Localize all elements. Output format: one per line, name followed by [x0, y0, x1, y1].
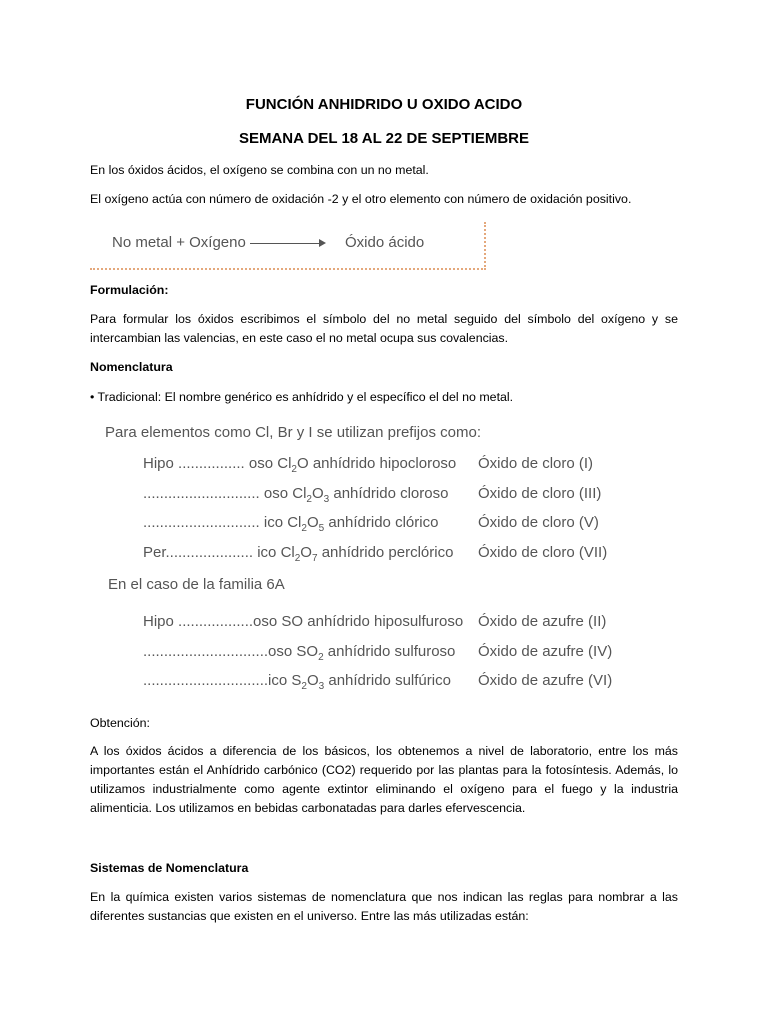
- anhydride-name: anhídrido hiposulfuroso: [303, 613, 464, 630]
- sistemas-heading: Sistemas de Nomenclatura: [90, 861, 249, 875]
- halogen-oxide-name: Óxido de cloro (III): [478, 484, 602, 502]
- formula-element: Cl: [280, 543, 295, 561]
- sistemas-paragraph: En la química existen varios sistemas de nomenclatura que nos indican las reglas para nombrar a las diferentes sustancias que existen en el universo. Entre las más utilizadas están:: [90, 890, 678, 923]
- row-dots: ..................: [178, 613, 254, 630]
- formula-subscript: 7: [311, 552, 318, 564]
- formula-element: S: [291, 672, 302, 689]
- row-suffix: ico: [253, 543, 281, 561]
- formula-subscript: 3: [318, 681, 325, 692]
- halogen-formula-row: [143, 514, 438, 534]
- halogen-oxide-name: Óxido de cloro (V): [478, 514, 599, 531]
- formula-subscript: 2: [294, 552, 301, 564]
- row-suffix: oso: [244, 455, 278, 472]
- halogen-formula-row: [143, 544, 453, 564]
- tradicional-bullet: • Tradicional: El nombre genérico es anhídrido y el específico el del no metal.: [90, 390, 514, 404]
- row-suffix: oso: [259, 484, 293, 502]
- row-prefix: Per: [143, 543, 166, 561]
- intro-paragraph-2: El oxígeno actúa con número de oxidación -2 y el otro elemento con número de oxidación positivo.: [90, 192, 632, 206]
- anhydride-name: anhídrido sulfuroso: [323, 642, 456, 660]
- formula-subscript: 2: [301, 681, 307, 692]
- formula-oxygen: O: [296, 455, 309, 472]
- family-formula-row: [143, 672, 451, 692]
- intro-paragraph-1: En los óxidos ácidos, el oxígeno se combina con un no metal.: [90, 163, 429, 177]
- anhydride-name: anhídrido sulfúrico: [324, 672, 451, 689]
- family-oxide-name: Óxido de azufre (II): [478, 613, 607, 630]
- row-dots: .....................: [165, 543, 254, 561]
- halogen-intro: Para elementos como Cl, Br y I se utilizan prefijos como:: [105, 424, 481, 441]
- halogen-oxide-name: Óxido de cloro (VII): [478, 543, 608, 561]
- formula-subscript: 2: [291, 464, 297, 475]
- formula-subscript: 2: [306, 493, 312, 505]
- formula-oxygen: O: [306, 672, 319, 689]
- anhydride-name: anhídrido cloroso: [329, 484, 449, 502]
- halogen-formula-row: [143, 455, 456, 475]
- nomenclatura-heading: Nomenclatura: [90, 360, 173, 374]
- row-prefix: Hipo: [143, 613, 179, 630]
- row-suffix: oso: [268, 642, 297, 660]
- family-formula-row: [143, 613, 463, 630]
- reaction-diagram: [90, 222, 486, 270]
- formula-element: Cl: [292, 484, 307, 502]
- row-suffix: ico: [259, 514, 288, 531]
- formula-element: Cl: [287, 514, 302, 531]
- row-suffix: ico: [268, 672, 292, 689]
- formula-element: S: [281, 613, 292, 630]
- formula-subscript: 5: [318, 523, 325, 534]
- family-oxide-name: Óxido de azufre (IV): [478, 642, 613, 660]
- obtencion-paragraph: A los óxidos ácidos a diferencia de los básicos, los obtenemos a nivel de laboratorio, entre los más importantes están el Anhídrido carbónico (CO2) requerido por las plantas para la fotosíntesis. Además, lo utilizamos industrialmente como agente extintor eliminando el oxígeno para el fuego y la industria alimenticia. Los utilizamos en bebidas carbonatadas para darles efervescencia.: [90, 744, 678, 815]
- formula-oxygen: O: [300, 543, 312, 561]
- anhydride-name: anhídrido clórico: [324, 514, 439, 531]
- formula-oxygen: O: [291, 613, 304, 630]
- formulacion-paragraph: Para formular los óxidos escribimos el símbolo del no metal seguido del símbolo del oxígeno y se intercambian las valencias, en este caso el no metal ocupa sus covalencias.: [90, 312, 678, 345]
- anhydride-name: anhídrido perclórico: [317, 543, 454, 561]
- row-dots: ..............................: [143, 642, 269, 660]
- row-suffix: oso: [253, 613, 282, 630]
- family-oxide-name: Óxido de azufre (VI): [478, 672, 613, 689]
- row-dots: ............................: [143, 484, 260, 502]
- formula-subscript: 2: [301, 523, 307, 534]
- family-formula-row: [143, 643, 455, 663]
- formula-subscript: 3: [323, 493, 330, 505]
- formula-oxygen: O: [306, 642, 319, 660]
- formula-subscript: 2: [318, 651, 324, 663]
- arrow-right-icon: [250, 243, 324, 244]
- formulacion-heading: Formulación:: [90, 283, 169, 297]
- formula-oxygen: O: [306, 514, 319, 531]
- row-dots: ............................: [143, 514, 260, 531]
- formula-element: Cl: [277, 455, 292, 472]
- halogen-oxide-name: Óxido de cloro (I): [478, 455, 594, 472]
- anhydride-name: anhídrido hipocloroso: [308, 455, 457, 472]
- family-intro: En el caso de la familia 6A: [108, 576, 285, 593]
- row-prefix: Hipo: [143, 455, 179, 472]
- row-dots: ................: [178, 455, 245, 472]
- formula-element: S: [296, 642, 307, 660]
- reaction-lhs: No metal + Oxígeno: [112, 234, 246, 251]
- document-subtitle: SEMANA DEL 18 AL 22 DE SEPTIEMBRE: [238, 130, 530, 147]
- halogen-formula-row: [143, 485, 448, 505]
- formula-oxygen: O: [311, 484, 324, 502]
- row-dots: ..............................: [143, 672, 269, 689]
- obtencion-heading: Obtención:: [90, 716, 150, 730]
- document-title: FUNCIÓN ANHIDRIDO U OXIDO ACIDO: [245, 96, 523, 113]
- reaction-rhs: Óxido ácido: [345, 234, 425, 251]
